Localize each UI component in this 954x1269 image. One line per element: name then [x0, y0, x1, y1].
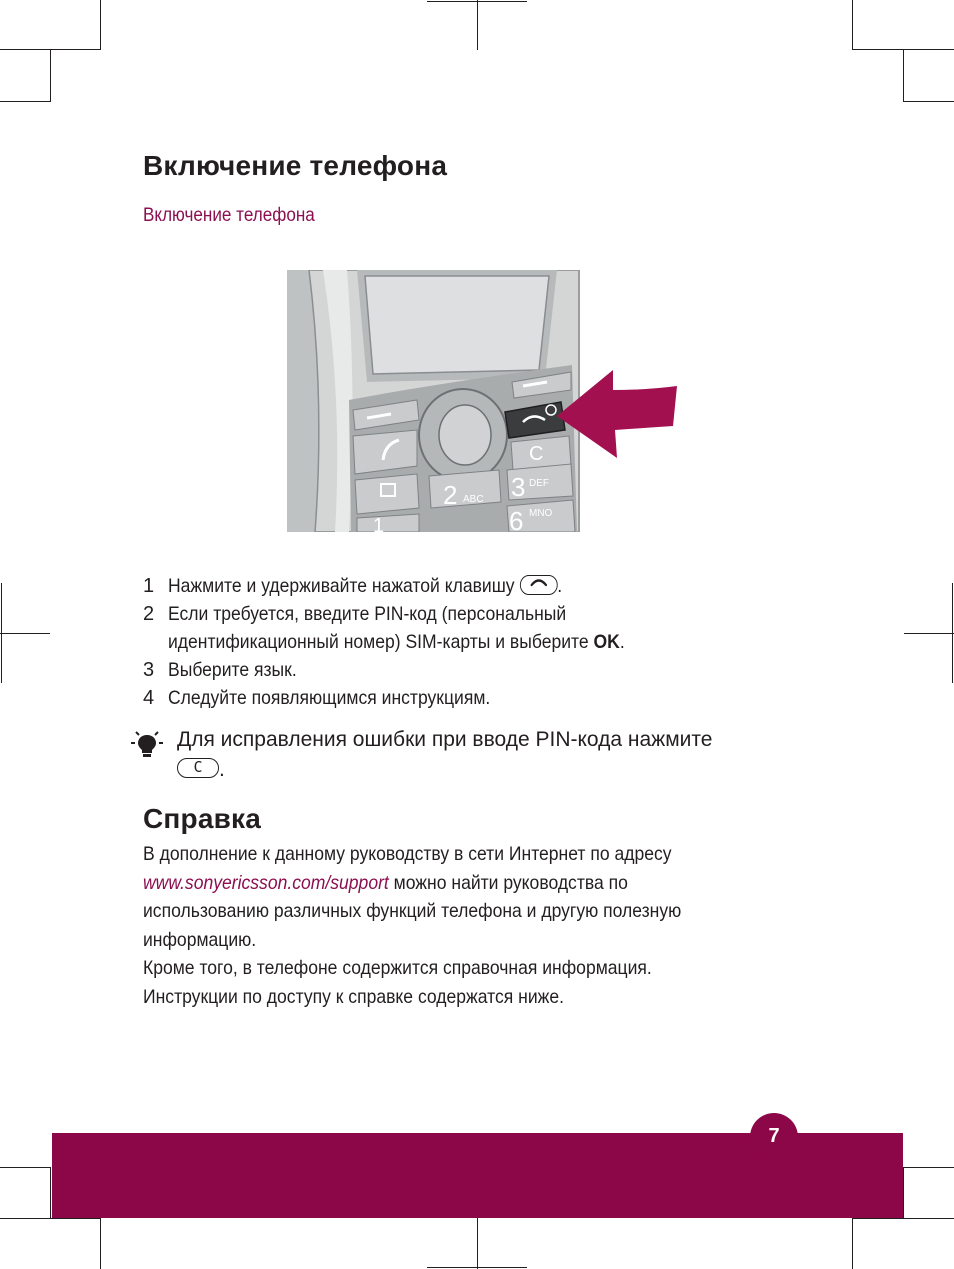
help-paragraph: [143, 840, 843, 1012]
step-text: Если требуется, введите PIN-код (персональный: [168, 603, 567, 625]
key-label-abc: ABC: [463, 494, 484, 505]
steps-list: [143, 572, 783, 712]
step-text: Выберите язык.: [168, 659, 297, 681]
step-3: [143, 656, 783, 684]
figure-caption: Включение телефона: [143, 205, 315, 226]
help-line: использованию различных функций телефона и другую полезную: [143, 900, 682, 923]
key-label-6: 6: [509, 506, 524, 532]
phone-illustration: [287, 270, 679, 532]
key-label-mno: MNO: [529, 508, 553, 519]
support-link[interactable]: www.sonyericsson.com/support: [143, 871, 389, 894]
step-4: [143, 684, 783, 712]
step-number: 1: [143, 575, 155, 597]
step-number: 4: [143, 687, 155, 709]
page-number: 7: [750, 1113, 798, 1161]
step-suffix: .: [557, 575, 563, 597]
tip-suffix: .: [219, 758, 225, 781]
section-title-help: Справка: [143, 803, 262, 834]
lightbulb-icon: [130, 729, 164, 759]
tip-text: Для исправления ошибки при вводе PIN-кода нажмите: [177, 728, 713, 751]
help-line: Инструкции по доступу к справке содержатся ниже.: [143, 985, 565, 1008]
step-text-line2: идентификационный номер) SIM-карты и выберите: [168, 631, 589, 653]
key-label-3: 3: [511, 472, 526, 502]
help-line: информацию.: [143, 928, 257, 951]
key-label-2: 2: [443, 480, 458, 510]
help-line: В дополнение к данному руководству в сети Интернет по адресу: [143, 843, 672, 865]
key-label-1: 1: [373, 515, 385, 532]
ok-softkey-label: OK: [593, 631, 620, 653]
end-key-icon: [519, 575, 557, 595]
help-line: Кроме того, в телефоне содержится справочная информация.: [143, 957, 652, 980]
step-text: Следуйте появляющимся инструкциям.: [168, 687, 491, 709]
step-suffix: .: [619, 631, 625, 653]
key-label-c: C: [529, 443, 544, 465]
c-key-icon: C: [177, 758, 219, 778]
step-text: Нажмите и удерживайте нажатой клавишу: [168, 575, 515, 597]
step-number: 3: [143, 659, 155, 681]
key-label-def: DEF: [529, 478, 549, 489]
step-number: 2: [143, 603, 155, 625]
help-line: можно найти руководства по: [388, 871, 628, 894]
step-2: [143, 600, 783, 656]
section-title-power-on: Включение телефона: [143, 150, 448, 181]
step-1: [143, 572, 783, 600]
